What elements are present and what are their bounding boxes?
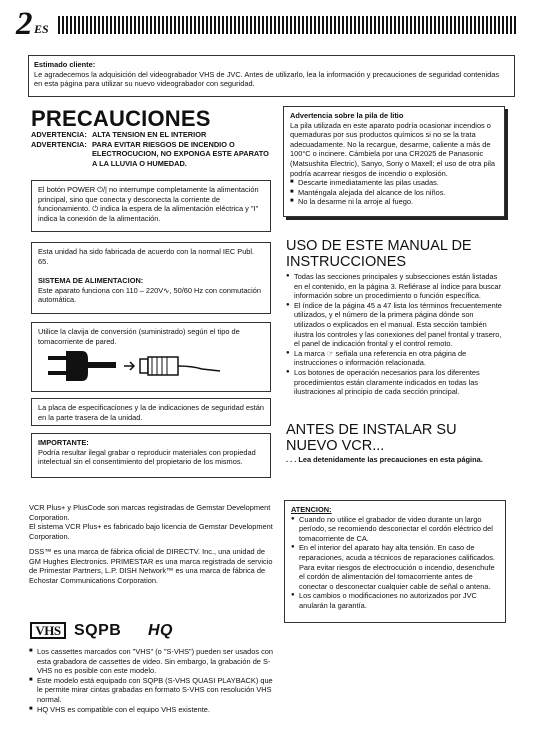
plug-adapter-illustration [42, 347, 222, 387]
warning-row [31, 130, 269, 140]
page-language: ES [34, 22, 49, 36]
important-box [31, 433, 271, 478]
before-install-title: ANTES DE INSTALAR SU NUEVO VCR... [286, 422, 457, 454]
format-logos [30, 622, 220, 639]
lithium-battery-box [283, 106, 505, 217]
iec-text: Esta unidad ha sido fabricada de acuerdo con la normal IEC Publ. 65. [38, 247, 255, 266]
manual-usage-title: USO DE ESTE MANUAL DE INSTRUCCIONES [286, 238, 472, 270]
trademark-license: El sistema VCR Plus+ es fabricado bajo licencia de Gemstar Development Corporation. [29, 522, 273, 541]
plug-text: Utilice la clavija de conversión (suministrado) según el tipo de tomacorriente de pared. [38, 327, 240, 346]
list-item: ■ Manténgala alejada del alcance de los niños. [290, 188, 498, 198]
precautions-title: PRECAUCIONES [31, 106, 211, 131]
warning-text: PARA EVITAR RIESGOS DE INCENDIO O ELECTROCUCION, NO EXPONGA ESTE APARATO A LA LLUVIA O HUMEDAD. [92, 139, 269, 168]
iec-box [31, 242, 271, 314]
rating-plate-text: La placa de especificaciones y la de indicaciones de seguridad están en la parte trasera de la unidad. [38, 403, 264, 422]
list-item: ● El índice de la página 45 a 47 lista los términos frecuentemente utilizados, y el número de la primera página dónde son utilizados o explicados en el manual. Esta sección también ilustra los controles y las conexiones del panel frontal y trasero, el panel de indicación frontal y el control remoto. [286, 301, 506, 349]
list-item: ● Los botones de operación necesarios para los diferentes procedimientos están claramente indicados en todas las ilustraciones al principio de cada sección principal. [286, 368, 506, 397]
power-system-text: Este aparato funciona con 110 – 220V∿, 50/60 Hz con conmutación automática. [38, 285, 261, 305]
lithium-heading: Advertencia sobre la pila de litio [290, 111, 404, 120]
intro-heading: Estimado cliente: [34, 60, 96, 69]
trademark-dss: DSS™ es una marca de fábrica oficial de DIRECTV. Inc., una unidad de GM Hughes Electronics. PRIMESTAR es una marca registrada de servicio de Primestar Partners, L.P. DISH Network™ es una marca de fábrica de Echostar Communications Corporation. [29, 547, 273, 585]
vhs-logo: VHS [30, 622, 66, 639]
warning-text: ALTA TENSION EN EL INTERIOR [92, 130, 207, 139]
list-item: ● La marca ☞ señala una referencia en otra página de instrucciones o información relacionada. [286, 349, 506, 368]
attention-box [284, 500, 506, 623]
precautions-warnings [31, 130, 269, 168]
list-item: ● En el interior del aparato hay alta tensión. En caso de reparaciones, acuda a técnicos de reparaciones calificados. Para evitar riesgos de electrocución o incendio, desenchufe el cordón de alimentación del tomacorriente antes de conectar o desconectar cualquier cable de señal o antena. [291, 543, 499, 591]
list-item: ■ HQ VHS es compatible con el equipo VHS existente. [29, 705, 274, 715]
list-item: ● Todas las secciones principales y subsecciones están listadas en el contenido, en la página 3. Refiérase al índice para buscar información sobre un procedimiento o función específica. [286, 272, 506, 301]
header-stripes [58, 16, 518, 34]
vhs-notes-list [29, 647, 274, 714]
list-item: ■ Este modelo está equipado con SQPB (S-VHS QUASI PLAYBACK) que le permite mirar cintas grabadas en formato S-VHS con resolución VHS normal. [29, 676, 274, 705]
manual-usage-list [286, 272, 506, 397]
lithium-text: La pila utilizada en este aparato podría ocasionar incendios o quemaduras por sus productos químicos si no se la trata adecuadamente. No la recargue, desarme, caliente a más de 100°C o incinere. Cámbiela por una CR2025 de Panasonic (Matsushita Electric), Sanyo, Sony o Maxell; el uso de otra pila podría acarrear riesgos de incendio o explosión. [290, 120, 495, 178]
list-item: ■ Los cassettes marcados con "VHS" (o "S-VHS") pueden ser usados con esta grabadora de cassettes de video. Sin embargo, la grabación de S-VHS no es posible con este modelo. [29, 647, 274, 676]
lithium-list [290, 178, 498, 207]
warning-label: ADVERTENCIA: [31, 130, 87, 139]
plug-box [31, 322, 271, 392]
warning-label: ADVERTENCIA: [31, 139, 87, 149]
important-heading: IMPORTANTE: [38, 438, 89, 447]
list-item: ● Cuando no utilice el grabador de video durante un largo período, se recomiendo desconectar el cordón eléctrico del tomacorriente de CA. [291, 515, 499, 544]
attention-heading: ATENCION: [291, 505, 332, 514]
power-button-box [31, 180, 271, 232]
intro-box [28, 55, 515, 97]
rating-plate-box [31, 398, 271, 426]
power-system-heading: SISTEMA DE ALIMENTACION: [38, 276, 144, 286]
list-item: ■ Descarte inmediatamente las pilas usadas. [290, 178, 498, 188]
hq-logo: HQ [148, 622, 173, 639]
power-button-text: El botón POWER ⏻/| no interrumpe completamente la alimentación principal, sino que conecta y desconecta la corriente de funcionamiento. ⏻ indica la espera de la alimentación eléctrica y "I" indica la conexión de la alimentación. [38, 185, 259, 223]
intro-text: Le agradecemos la adquisición del videograbador VHS de JVC. Antes de utilizarlo, lea la información y precauciones de seguridad contenidas en esta página para utilizar su nuevo videograbador con seguridad. [34, 69, 500, 89]
list-item: ● Los cambios o modificaciones no autorizados por JVC anularán la garantía. [291, 591, 499, 610]
sqpb-logo: SQPB [74, 622, 122, 639]
important-text: Podría resultar ilegal grabar o reproducir materiales con propiedad intelectual sin el consentimiento del propietario de los mismos. [38, 447, 256, 467]
attention-list [291, 515, 499, 611]
list-item: ■ No la desarme ni la arroje al fuego. [290, 197, 498, 207]
warning-row [31, 140, 269, 169]
page-number: 2 [16, 6, 33, 42]
trademark-vcrplus: VCR Plus+ y PlusCode son marcas registradas de Gemstar Development Corporation. [29, 503, 271, 522]
before-install-text: . . . Lea detenidamente las precauciones en esta página. [286, 455, 483, 464]
